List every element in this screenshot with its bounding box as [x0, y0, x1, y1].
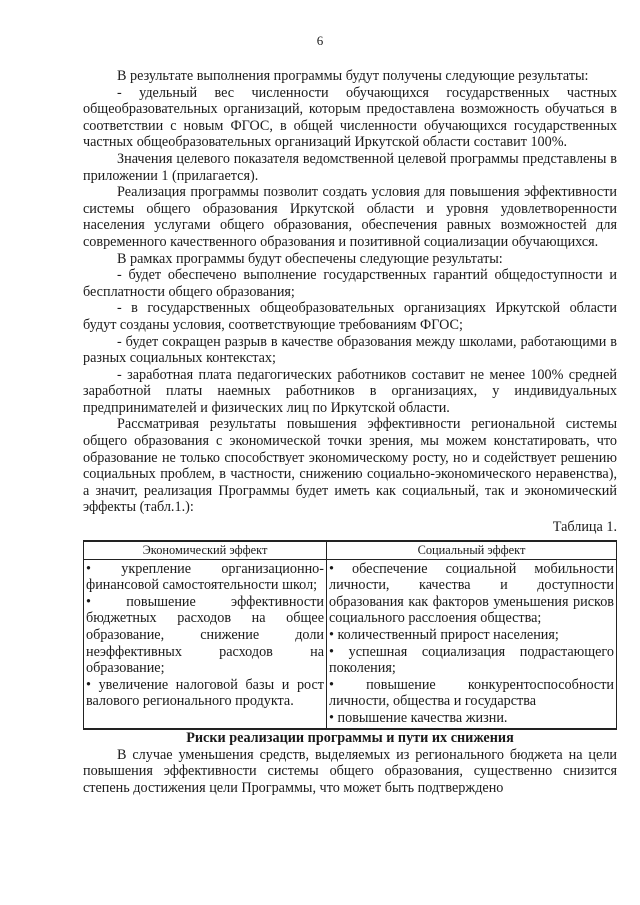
page-number: 6 [316, 33, 324, 48]
paragraph: - будет обеспечено выполнение государственных гарантий общедоступности и бесплатности общего образования; [83, 267, 617, 300]
paragraph: В случае уменьшения средств, выделяемых из регионального бюджета на цели повышения эффективности системы общего образования, существенно снизится степень достижения цели Программы, что может быть подтверждено [83, 746, 617, 796]
document-body [83, 68, 617, 796]
paragraph: Значения целевого показателя ведомственной целевой программы представлены в приложении 1 (прилагается). [83, 150, 617, 184]
economic-effects-cell [84, 559, 327, 728]
list-item: • укрепление организационно-финансовой самостоятельности школ; [86, 560, 324, 594]
section-heading: Риски реализации программы и пути их снижения [186, 729, 514, 746]
table-header-social: Социальный эффект [327, 541, 617, 560]
list-item: • обеспечение социальной мобильности личности, качества и доступности образования как факторов уменьшения рисков социального расслоения общества; [329, 560, 614, 627]
paragraph: - удельный вес численности обучающихся государственных частных общеобразовательных организаций, которым предоставлена возможность обучаться в соответствии с новым ФГОС, в общей численности обучающихся государственных частных общеобразовательных организаций Иркутской области составит 100%. [83, 84, 617, 151]
list-item: • повышение эффективности бюджетных расходов на общее образование, снижение доли неэффективных расходов на образование; [86, 593, 324, 677]
paragraph: - в государственных общеобразовательных организациях Иркутской области будут созданы условия, соответствующие требованиям ФГОС; [83, 300, 617, 333]
list-item: • увеличение налоговой базы и рост валового регионального продукта. [86, 676, 324, 710]
social-effects-cell [327, 559, 617, 728]
list-item: • количественный прирост населения; [329, 627, 559, 643]
list-item: • повышение качества жизни. [329, 709, 508, 726]
paragraph: - заработная плата педагогических работников составит не менее 100% средней заработной платы наемных работников в организациях, у индивидуальных предпринимателей и физических лиц по Иркутской области. [83, 366, 617, 416]
paragraph: Реализация программы позволит создать условия для повышения эффективности системы общего образования Иркутской области и уровня удовлетворенности населения услугами общего образования, обеспечения равных возможностей для современного качественного образования и позитивной социализации обучающихся. [83, 184, 617, 250]
effects-table [83, 540, 617, 730]
list-item: • успешная социализация подрастающего поколения; [329, 643, 614, 677]
table-row [84, 559, 617, 728]
paragraph: В рамках программы будут обеспечены следующие результаты: [117, 250, 503, 267]
table-header-economic: Экономический эффект [84, 541, 327, 560]
paragraph: В результате выполнения программы будут получены следующие результаты: [117, 68, 589, 84]
paragraph: - будет сокращен разрыв в качестве образования между школами, работающими в разных социальных контекстах; [83, 333, 617, 367]
paragraph: Рассматривая результаты повышения эффективности региональной системы общего образования с экономической точки зрения, мы можем констатировать, что образование не только способствует экономическому росту, но и содействует решению социальных проблем, в частности, снижению социально-экономического неравенства), а значит, реализация Программы будет иметь как социальный, так и экономический эффекты (табл.1.): [83, 416, 617, 516]
table-caption: Таблица 1. [552, 519, 617, 536]
list-item: • повышение конкурентоспособности личности, общества и государства [329, 676, 614, 710]
